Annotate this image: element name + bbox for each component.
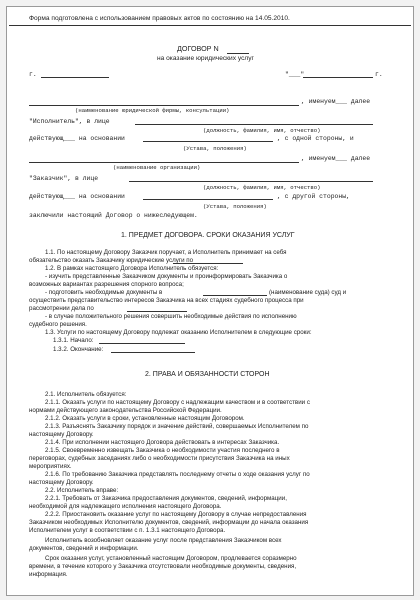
document-page <box>6 6 414 596</box>
document-title: ДОГОВОР N <box>177 44 219 53</box>
customer-basis-line[interactable] <box>143 199 273 200</box>
clause-1-2: 1.2. В рамках настоящего Договора Исполнитель обязуется: <box>45 265 219 272</box>
clause-term-line3: информация. <box>29 571 68 578</box>
clause-2-1-6-line1: 2.1.6. По требованию Заказчика представлять последнему отчеты о ходе оказания услуг по <box>45 471 310 478</box>
customer-person-caption: (должность, фамилия, имя, отчество) <box>203 184 321 191</box>
clause-2-1-5-line2: переговорах, судебных заседаниях либо о необходимости присутствия Заказчика на иных <box>29 455 290 462</box>
clause-1-2-item1-line2: возможных вариантах разрешения спорного вопроса; <box>29 281 184 288</box>
clause-2-1-2: 2.1.2. Оказать услуги в сроки, установленные настоящим Договором. <box>45 415 245 422</box>
section-1-heading: 1. ПРЕДМЕТ ДОГОВОРА. СРОКИ ОКАЗАНИЯ УСЛУГ <box>121 232 295 239</box>
customer-acting: действующ___ на основании <box>29 193 125 200</box>
executor-name-line[interactable] <box>29 105 299 106</box>
number-underline <box>227 53 249 54</box>
clause-2-2-2-line1: 2.2.2. Приостановить оказание услуг по настоящему Договору в случае непредоставления <box>45 511 307 518</box>
customer-name-line[interactable] <box>29 162 299 163</box>
clause-2-1-1-line1: 2.1.1. Оказать услуги по настоящему Договору с надлежащим качеством и в соответствии с <box>45 399 310 406</box>
end-line[interactable] <box>111 352 195 353</box>
clause-1-1-line2: обязательство оказать Заказчику юридические услуги по <box>29 257 194 264</box>
executor-side: , с одной стороны, и <box>277 135 354 142</box>
clause-2-1-5-line3: мероприятиях. <box>29 463 72 470</box>
clause-1-2-item2-court: (наименование суда) суд и <box>269 289 347 296</box>
clause-1-2-item3-line2: судебного решения. <box>29 321 87 328</box>
clause-2-1-4: 2.1.4. При исполнении настоящего Договора действовать в интересах Заказчика. <box>45 439 280 446</box>
court-line[interactable] <box>203 295 267 296</box>
clause-term-line1: Срок оказания услуг, установленный настоящим Договором, продлевается соразмерно <box>45 555 297 562</box>
clause-1-1-line1: 1.1. По настоящему Договору Заказчик поручает, а Исполнитель принимает на себя <box>45 249 287 256</box>
clause-2-2-1-line2: необходимой для надлежащего исполнения настоящего Договора. <box>29 503 222 510</box>
executor-person-caption: (должность, фамилия, имя, отчество) <box>203 127 321 134</box>
executor-basis-line[interactable] <box>143 141 273 142</box>
executor-hereinafter: , именуем___ далее <box>301 98 371 105</box>
clause-2-1-5-line1: 2.1.5. Своевременно извещать Заказчика о необходимости участия последнего в <box>45 447 280 454</box>
document-subtitle: на оказание юридических услуг <box>157 55 254 62</box>
clause-1-2-item3-line1: - в случае положительного решения совершить необходимые действия по исполнению <box>45 313 297 320</box>
start-line[interactable] <box>99 343 185 344</box>
executor-person-line[interactable] <box>135 124 373 125</box>
clause-1-2-item1-line1: - изучить представленные Заказчиком документы и проинформировать Заказчика о <box>45 273 288 280</box>
clause-fee-line1: Исполнитель возобновляет оказание услуг после представления Заказчиком всех <box>45 537 282 544</box>
clause-2-1: 2.1. Исполнитель обязуется: <box>45 391 127 398</box>
services-line[interactable] <box>173 263 243 264</box>
clause-2-2-2-line2: Заказчиком необходимых Исполнителю документов, сведений, информации до начала оказания <box>29 519 309 526</box>
city-label: г. <box>29 71 37 78</box>
clause-term-line2: времени, в течение которого у Заказчика отсутствовали необходимые документы, сведения, <box>29 563 297 570</box>
clause-1-3: 1.3. Услуги по настоящему Договору подлежат оказанию Исполнителем в следующие сроки: <box>45 329 312 336</box>
clause-1-2-item2-line2: осуществить представительство интересов Заказчика на всех стадиях судебного процесса при <box>29 297 304 304</box>
clause-2-1-3-line2: настоящему Договору. <box>29 431 94 438</box>
executor-acting: действующ___ на основании <box>29 135 125 142</box>
section-2-heading: 2. ПРАВА И ОБЯЗАННОСТИ СТОРОН <box>145 371 270 378</box>
customer-side: , с другой стороны, <box>277 193 350 200</box>
customer-basis-caption: (Устава, положения) <box>203 203 267 210</box>
customer-person-line[interactable] <box>129 181 373 182</box>
concluded-text: заключили настоящий Договор о нижеследующем. <box>29 212 198 219</box>
clause-2-1-6-line2: настоящему Договору. <box>29 479 94 486</box>
date-line[interactable] <box>303 77 373 78</box>
clause-2-2-1-line1: 2.2.1. Требовать от Заказчика предоставления документов, сведений, информации, <box>45 495 287 502</box>
executor-basis-caption: (Устава, положения) <box>183 145 247 152</box>
clause-1-3-2: 1.3.2. Окончание: <box>53 346 104 353</box>
clause-1-2-item2-line3: рассмотрении дела по <box>29 305 94 312</box>
customer-label: "Заказчик", в лице <box>29 175 99 182</box>
clause-2-2: 2.2. Исполнитель вправе: <box>45 487 119 494</box>
clause-1-3-1: 1.3.1. Начало: <box>53 337 94 344</box>
header-divider <box>9 25 411 26</box>
clause-2-2-2-line3: Исполнителем услуг в соответствии с п. 1.3.1 настоящего Договора. <box>29 527 226 534</box>
clause-fee-line2: документов, сведений и информации. <box>29 545 139 552</box>
page-header-notice: Форма подготовлена с использованием правовых актов по состоянию на 14.05.2010. <box>29 15 290 22</box>
customer-hereinafter: , именуем___ далее <box>301 155 371 162</box>
case-line[interactable] <box>127 311 187 312</box>
executor-label: "Исполнитель", в лице <box>29 118 110 125</box>
clause-1-2-item2-line1: - подготовить необходимые документы в <box>45 289 163 296</box>
clause-2-1-1-line2: нормами действующего законодательства Российской Федерации. <box>29 407 222 414</box>
executor-name-caption: (наименование юридической фирмы, консультации) <box>75 107 230 114</box>
clause-2-1-3-line1: 2.1.3. Разъяснять Заказчику порядок и значение действий, совершаемых Исполнителем по <box>45 423 309 430</box>
city-line[interactable] <box>41 77 109 78</box>
date-field: "___" <box>285 71 305 78</box>
year-label: г. <box>375 71 383 78</box>
customer-name-caption: (наименование организации) <box>113 164 201 171</box>
